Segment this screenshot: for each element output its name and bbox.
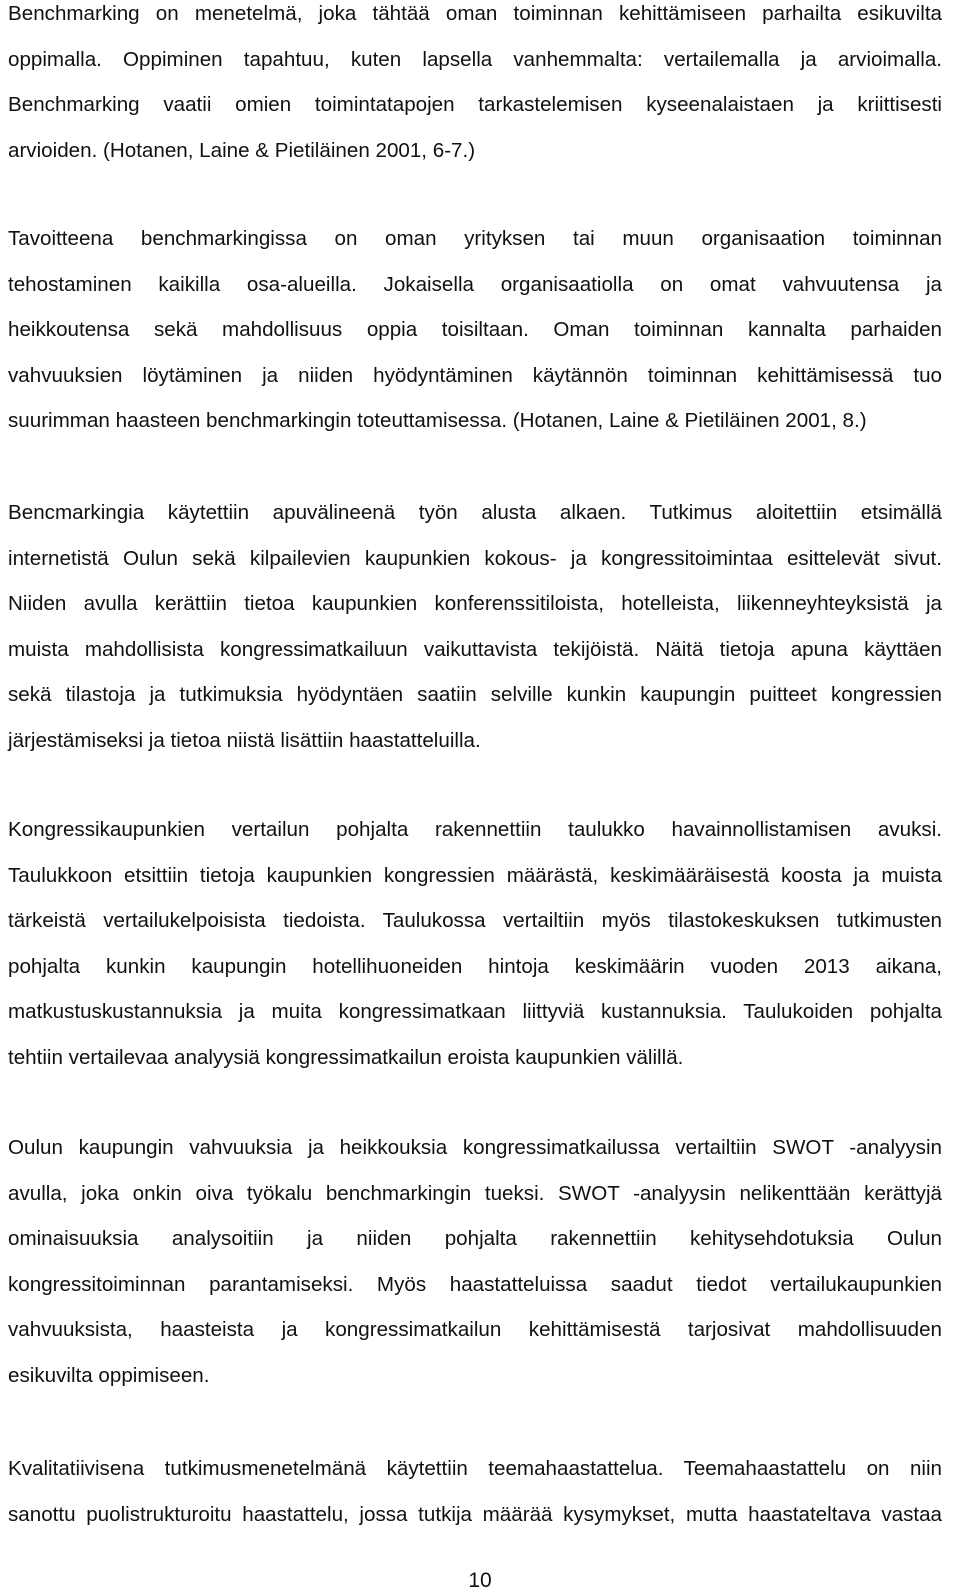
text-line: järjestämiseksi ja tietoa niistä lisättiin haastatteluilla. bbox=[8, 728, 481, 752]
paragraph-benchmarking-usage bbox=[8, 490, 942, 763]
paragraph-benchmarking-goal bbox=[8, 216, 942, 444]
text-line: Kongressikaupunkien vertailun pohjalta rakennettiin taulukko havainnollistamisen avuksi. bbox=[8, 818, 942, 841]
text-line: Niiden avulla kerättiin tietoa kaupunkien konferenssitiloista, hotelleista, liikenneyhteyksistä ja bbox=[8, 592, 942, 615]
text-line: Tavoitteena benchmarkingissa on oman yrityksen tai muun organisaation toiminnan bbox=[8, 227, 942, 250]
paragraph-city-comparison bbox=[8, 807, 942, 1080]
page-number: 10 bbox=[468, 1569, 492, 1592]
text-line: Benchmarking vaatii omien toimintatapojen tarkastelemisen kyseenalaistaen ja kriittisesti bbox=[8, 93, 942, 116]
text-line: tärkeistä vertailukelpoisista tiedoista. Taulukossa vertailtiin myös tilastokeskuksen tutkimusten bbox=[8, 909, 942, 932]
text-line: matkustuskustannuksia ja muita kongressimatkaan liittyviä kustannuksia. Taulukoiden pohjalta bbox=[8, 1000, 942, 1023]
text-line: sanottu puolistrukturoitu haastattelu, jossa tutkija määrää kysymykset, mutta haastateltava vastaa bbox=[8, 1502, 942, 1526]
paragraph-qualitative-method bbox=[8, 1446, 942, 1537]
text-line: ominaisuuksia analysoitiin ja niiden pohjalta rakennettiin kehitysehdotuksia Oulun bbox=[8, 1227, 942, 1250]
text-line: suurimman haasteen benchmarkingin toteuttamisessa. (Hotanen, Laine & Pietiläinen 2001, 8.) bbox=[8, 409, 867, 432]
text-line: oppimalla. Oppiminen tapahtuu, kuten lapsella vanhemmalta: vertailemalla ja arvioimalla. bbox=[8, 47, 942, 71]
text-line: tehtiin vertailevaa analyysiä kongressimatkailun eroista kaupunkien välillä. bbox=[8, 1045, 684, 1069]
text-line: muista mahdollisista kongressimatkailuun vaikuttavista tekijöistä. Näitä tietoja apuna käyttäen bbox=[8, 637, 942, 661]
text-line: Kvalitatiivisena tutkimusmenetelmänä käytettiin teemahaastattelua. Teemahaastattelu on niin bbox=[8, 1457, 942, 1480]
text-line: sekä tilastoja ja tutkimuksia hyödyntäen saatiin selville kunkin kaupungin puitteet kongressien bbox=[8, 683, 942, 706]
text-line: pohjalta kunkin kaupungin hotellihuoneiden hintoja keskimäärin vuoden 2013 aikana, bbox=[8, 954, 942, 978]
text-line: Oulun kaupungin vahvuuksia ja heikkouksia kongressimatkailussa vertailtiin SWOT -analyysin bbox=[8, 1136, 942, 1159]
text-line: internetistä Oulun sekä kilpailevien kaupunkien kokous- ja kongressitoimintaa esittelevät sivut. bbox=[8, 546, 942, 570]
text-line: tehostaminen kaikilla osa-alueilla. Jokaisella organisaatiolla on omat vahvuutensa ja bbox=[8, 272, 942, 296]
text-line: Taulukkoon etsittiin tietoja kaupunkien kongressien määrästä, keskimääräisestä koosta ja muista bbox=[8, 863, 942, 887]
text-line: avulla, joka onkin oiva työkalu benchmarkingin tueksi. SWOT -analyysin nelikenttään kerättyjä bbox=[8, 1181, 942, 1205]
text-line: Bencmarkingia käytettiin apuvälineenä työn alusta alkaen. Tutkimus aloitettiin etsimällä bbox=[8, 501, 942, 524]
text-line: arvioiden. (Hotanen, Laine & Pietiläinen 2001, 6-7.) bbox=[8, 138, 476, 162]
paragraph-swot-analysis bbox=[8, 1125, 942, 1398]
text-line: vahvuuksista, haasteista ja kongressimatkailun kehittämisestä tarjosivat mahdollisuuden bbox=[8, 1318, 942, 1341]
paragraph-benchmarking-definition bbox=[8, 0, 942, 173]
text-line: vahvuuksien löytäminen ja niiden hyödyntäminen käytännön toiminnan kehittämisessä tuo bbox=[8, 363, 942, 387]
text-line: heikkoutensa sekä mahdollisuus oppia toisiltaan. Oman toiminnan kannalta parhaiden bbox=[8, 318, 942, 341]
text-line: Benchmarking on menetelmä, joka tähtää oman toiminnan kehittämiseen parhailta esikuvilta bbox=[8, 2, 942, 25]
text-line: esikuvilta oppimiseen. bbox=[8, 1363, 210, 1387]
text-line: kongressitoiminnan parantamiseksi. Myös haastatteluissa saadut tiedot vertailukaupunkien bbox=[8, 1272, 942, 1296]
